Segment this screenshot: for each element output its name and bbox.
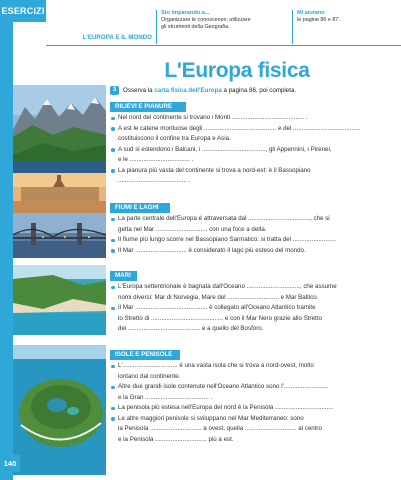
list-item-continuation: lontano dal continente. bbox=[118, 372, 181, 380]
esercizi-tab: ESERCIZI bbox=[0, 0, 46, 22]
section-isole-items bbox=[110, 361, 395, 445]
learning-goals bbox=[156, 10, 288, 44]
list-item[interactable]: Il Mar .......................................... è collegato all'Oceano Atlantico tramite bbox=[110, 303, 395, 314]
list-item-continuation[interactable]: nomi diversi: Mar di Norvegia, Mare del .............................. e Mar Baltico. bbox=[118, 293, 319, 301]
parliament-photo bbox=[13, 173, 106, 213]
section-mari-items bbox=[110, 282, 395, 335]
list-item[interactable]: Il Mar .............................. è considerato il lago più esteso del mondo. bbox=[110, 246, 395, 257]
list-item[interactable]: A est le catene montuose degli .......................................... e del ....................................... bbox=[110, 124, 395, 135]
list-item[interactable]: La parte centrale dell'Europa è attraversata dal ...................................., che si bbox=[110, 214, 395, 225]
list-item[interactable]: La penisola più estesa nell'Europa del nord è la Penisola .................................. bbox=[110, 403, 395, 414]
island-photo bbox=[13, 345, 106, 475]
bridge-photo bbox=[13, 213, 106, 258]
list-item[interactable]: Nel nord del continente si trovano i Monti .......................................... . bbox=[110, 113, 395, 124]
map-link[interactable]: carta fisica dell'Europa bbox=[154, 87, 222, 94]
mountains-photo bbox=[13, 85, 106, 173]
exercise-instruction bbox=[110, 86, 296, 95]
list-item-continuation[interactable]: e la Gran ..................................... . bbox=[118, 393, 213, 401]
header-divider bbox=[46, 45, 401, 46]
list-item[interactable]: L'Europa settentrionale è bagnata dall'Oceano ..............................., che assume bbox=[110, 282, 395, 293]
left-margin-bar bbox=[0, 0, 13, 480]
list-item-continuation[interactable]: e la Penisola .............................. più a est. bbox=[118, 435, 234, 443]
coast-photo bbox=[13, 265, 106, 335]
page-number: 140 bbox=[0, 455, 20, 472]
list-item-continuation[interactable]: getta nel Mar .............................. con una foce a delta. bbox=[118, 225, 267, 233]
exercise-number: 3 bbox=[110, 86, 119, 95]
learning-title: Sto imparando a... bbox=[161, 10, 210, 16]
list-item[interactable]: L'................................ è una vasta isola che si trova a nord-ovest, molto bbox=[110, 361, 395, 372]
section-label: L'EUROPA E IL MONDO bbox=[82, 34, 152, 41]
list-item-continuation[interactable]: e le ................................... . bbox=[118, 156, 194, 163]
list-item-continuation[interactable]: lo Stretto di .......................................... e con il Mar Nero grazie allo Stretto bbox=[118, 314, 322, 322]
section-heading-rilievi: RILIEVI E PIANURE bbox=[110, 102, 186, 112]
section-fiumi-items bbox=[110, 214, 395, 256]
list-item[interactable]: A sud si estendono i Balcani, i ....................................., gli Appennini, i Pirenei, bbox=[110, 145, 395, 156]
learning-line-2: gli strumenti della Geografia. bbox=[161, 24, 230, 30]
list-item[interactable]: Altre due grandi isole contenute nell'Oceano Atlantico sono l'.......................... bbox=[110, 382, 395, 393]
list-item-continuation[interactable]: ........................................ . bbox=[118, 177, 191, 184]
section-heading-fiumi: FIUMI E LAGHI bbox=[110, 203, 170, 213]
instruction-after: a pagina 86, poi completa. bbox=[223, 87, 297, 94]
section-heading-isole: ISOLE E PENISOLE bbox=[110, 350, 180, 360]
instruction-before: Osserva la bbox=[123, 87, 153, 94]
section-rilievi-items bbox=[110, 113, 395, 187]
list-item: La pianura più vasta del continente si trova a nord-est: è il Bassopiano bbox=[110, 166, 395, 177]
help-text: le pagine 86 e 87. bbox=[297, 17, 340, 23]
list-item[interactable]: Il fiume più lungo scorre nel Bassopiano Sarmatico: si tratta del ......................... bbox=[110, 235, 395, 246]
list-item-continuation[interactable]: la Penisola .............................. a ovest, quella .............................. al centro bbox=[118, 425, 322, 432]
section-heading-mari: MARI bbox=[110, 271, 137, 281]
list-item-continuation[interactable]: dei .......................................... e a quello del Bosforo. bbox=[118, 325, 264, 332]
help-pages bbox=[292, 10, 392, 44]
learning-line-1: Organizzare le conoscenze; utilizzare bbox=[161, 17, 251, 23]
help-title: Mi aiutano bbox=[297, 10, 325, 16]
list-item-continuation: costituiscono il confine tra Europa e Asia. bbox=[118, 135, 231, 142]
section-header bbox=[46, 9, 156, 45]
page-title: L'Europa fisica bbox=[164, 59, 310, 82]
list-item: Le altre maggiori penisole si sviluppano nel Mar Mediterraneo: sono bbox=[110, 414, 395, 425]
